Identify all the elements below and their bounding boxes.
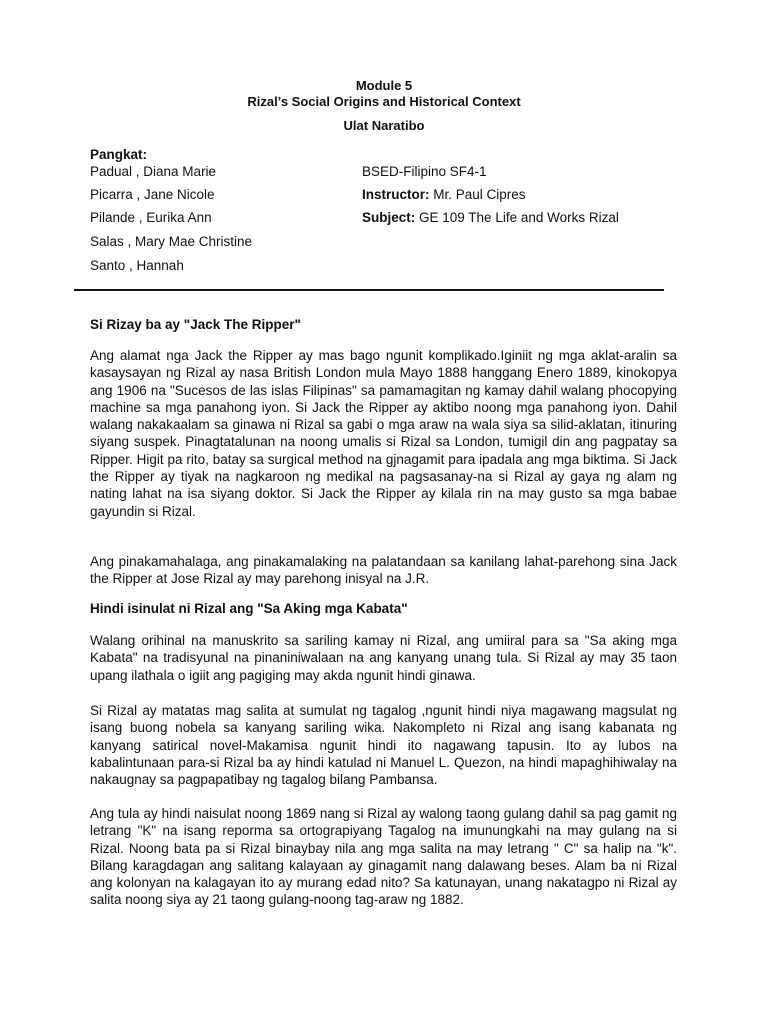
subject-line [362, 210, 619, 225]
section-heading: Hindi isinulat ni Rizal ang "Sa Aking mga Kabata" [90, 601, 408, 616]
subject-name: GE 109 The Life and Works Rizal [415, 210, 619, 225]
group-member: Salas , Mary Mae Christine [90, 234, 253, 249]
instructor-label: Instructor: [362, 187, 430, 202]
subject-label: Subject: [362, 210, 416, 225]
instructor-name: Mr. Paul Cipres [429, 187, 526, 202]
instructor-line [362, 187, 526, 202]
module-title: Module 5 [355, 78, 413, 93]
section-code: BSED-Filipino SF4-1 [362, 164, 487, 179]
paragraph: Walang orihinal na manuskrito sa sariling kamay ni Rizal, ang umiiral para sa "Sa aking mga Kabata" na tradisyunal na pinaniniwalaan na ang kanyang unang tula. Si Rizal ay may 35 taon upang ilathala o igiit ang pagiging may akda ngunit hindi ginawa. [90, 633, 677, 683]
group-member: Picarra , Jane Nicole [90, 187, 215, 202]
module-subtitle: Rizal’s Social Origins and Historical Context [247, 94, 521, 109]
header-divider [74, 289, 664, 291]
paragraph: Ang alamat nga Jack the Ripper ay mas bago ngunit komplikado.Iginiit ng mga aklat-aralin sa kasaysayan ng Rizal ay nasa British London mula Mayo 1888 hanggang Enero 1889, kinokopya ang 1906 na "Sucesos de las islas Filipinas" sa pamamagitan ng kamay dahil walang phocopying machine sa mga panahong iyon. Si Jack the Ripper ay aktibo noong mga panahong iyon. Dahil walang nakakaalam sa ginawa ni Rizal sa gabi o mga araw na wala siya sa silid-aklatan, itinuring siyang suspek. Pinagtatalunan na noong umalis si Rizal sa London, tumigil din ang pagpatay sa Ripper. Higit pa rito, batay sa surgical method na gjnagamit para ipadala ang mga biktima. Si Jack the Ripper ay tiyak na nagkaroon ng medikal na pagsasanay-na si Rizal ay gaya ng alam ng nating lahat na isa siyang doktor. Si Jack the Ripper ay kilala rin na may gusto sa mga babae gayundin si Rizal. [90, 348, 677, 519]
group-label: Pangkat: [90, 147, 148, 162]
group-member: Padual , Diana Marie [90, 164, 217, 179]
report-type: Ulat Naratibo [343, 118, 425, 133]
paragraph: Si Rizal ay matatas mag salita at sumulat ng tagalog ,ngunit hindi niya magawang magsulat ng isang buong nobela sa kanyang sariling wika. Nakompleto ni Rizal ang isang kabanata ng kanyang satirical novel-Makamisa ngunit hindi ito nagawang tapusin. Ito ay lubos na kabalintunaan para-si Rizal ba ay hindi katulad ni Manuel L. Quezon, na hindi mapaghihiwalay na nakaugnay sa pagpapatibay ng tagalog bilang Pambansa. [90, 703, 677, 788]
group-member: Santo , Hannah [90, 258, 184, 273]
section-heading: Si Rizay ba ay "Jack The Ripper" [90, 317, 301, 332]
group-member: Pilande , Eurika Ann [90, 210, 212, 225]
paragraph: Ang pinakamahalaga, ang pinakamalaking na palatandaan sa kanilang lahat-parehong sina Jack the Ripper at Jose Rizal ay may parehong inisyal na J.R. [90, 554, 677, 587]
paragraph: Ang tula ay hindi naisulat noong 1869 nang si Rizal ay walong taong gulang dahil sa pag gamit ng letrang "K" na isang reporma sa ortograpiyang Tagalog na imunungkahi na may gulang na si Rizal. Noong bata pa si Rizal binaybay nila ang mga salita na may letrang " C" sa halip na "k". Bilang karagdagan ang salitang kalayaan ay ginagamit nang dalawang beses. Alam ba ni Rizal ang kolonyan na kalagayan ito ay murang edad nito? Sa katunayan, unang nakatagpo ni Rizal ay salita noong siya ay 21 taong gulang-noong tag-araw ng 1882. [90, 806, 677, 908]
